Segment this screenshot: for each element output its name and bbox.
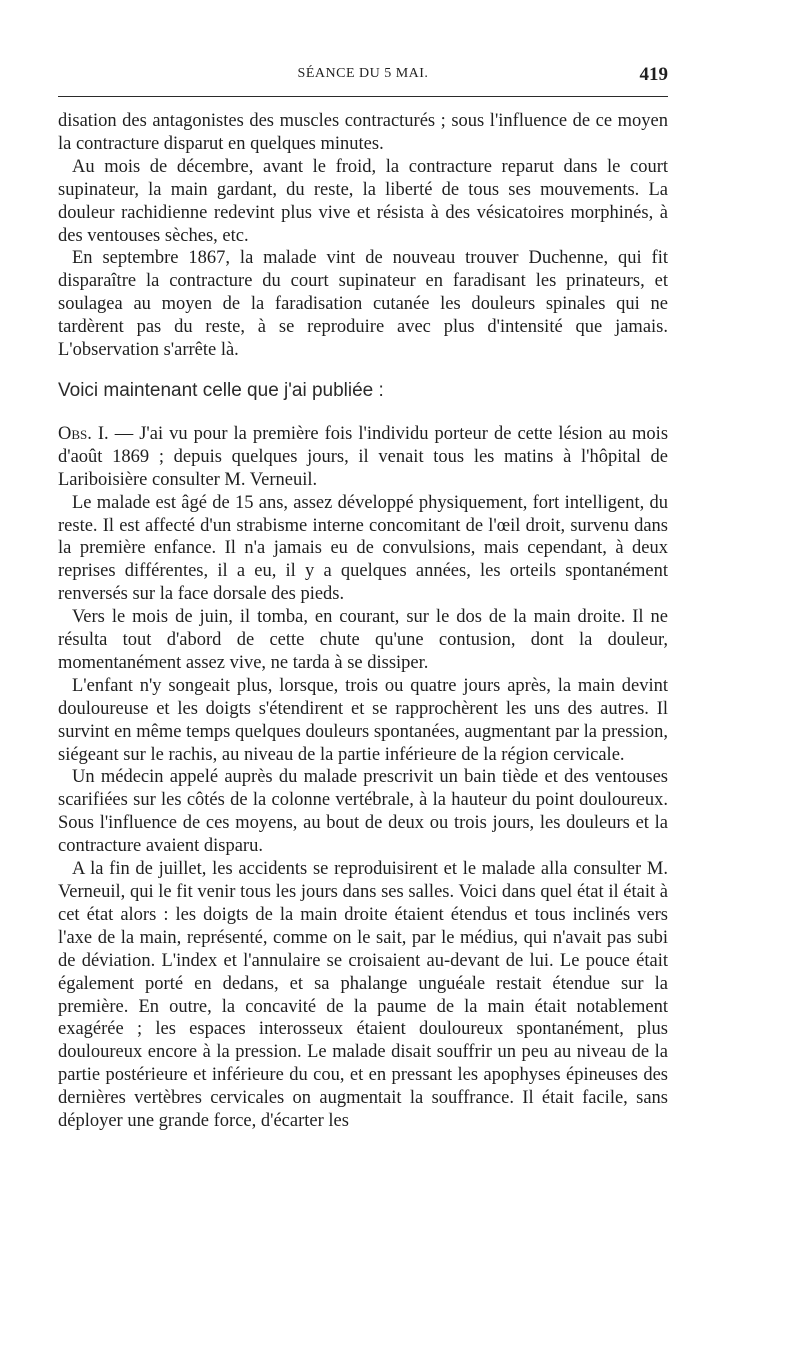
header-rule <box>58 96 668 97</box>
observation-label: Obs. I. <box>58 423 109 444</box>
page-number: 419 <box>639 64 668 85</box>
paragraph-treatment: Un médecin appelé auprès du malade prescrivit un bain tiède et des ventouses scarifiées sur les côtés de la colonne vertébrale, à la hauteur du point douloureux. Sous l'influence de ces moyens, au bout de deux ou trois jours, les douleurs et la contracture avaient disparu. <box>58 767 668 857</box>
page-body <box>58 110 668 1133</box>
running-title: SÉANCE DU 5 MAI. <box>297 66 429 81</box>
section-heading: Voici maintenant celle que j'ai publiée : <box>58 379 384 401</box>
paragraph-pain-onset: L'enfant n'y songeait plus, lorsque, trois ou quatre jours après, la main devint douloureuse et les doigts s'étendirent et se rapprochèrent les uns des autres. Il survint en même temps quelques douleurs spontanées, augmentant par la pression, siégeant sur le rachis, au niveau de la partie inférieure de la région cervicale. <box>58 675 668 765</box>
paragraph-fall: Vers le mois de juin, il tomba, en courant, sur le dos de la main droite. Il ne résulta tout d'abord de cette chute qu'une contusion, dont la douleur, momentanément assez vive, ne tarda à se dissiper. <box>58 607 668 673</box>
paragraph-september-1867: En septembre 1867, la malade vint de nouveau trouver Duchenne, qui fit disparaître la contracture du court supinateur en faradisant les prinateurs, et soulagea au moyen de la faradisation cutanée les douleurs spinales qui ne tardèrent pas du reste, à se reproduire avec plus d'intensité que jamais. L'observation s'arrête là. <box>58 248 668 361</box>
paragraph-july-relapse: A la fin de juillet, les accidents se reproduisirent et le malade alla consulter M. Verneuil, qui le fit venir tous les jours dans ses salles. Voici dans quel état il était à cet état alors : les doigts de la main droite étaient étendus et tous inclinés vers l'axe de la main, représenté, comme on le sait, par le médius, qui n'avait pas subi de déviation. L'index et l'annulaire se croisaient au-devant de lui. Le pouce était également porté en dedans, et sa phalange unguéale restait étendue sur la première. En outre, la concavité de la paume de la main était notablement exagérée ; les espaces interosseux étaient douloureux spontanément, plus douloureux encore à la pression. Le malade disait souffrir un peu au niveau de la partie postérieure et inférieure du cou, et en pressant les apophyses épineuses des dernières vertèbres cervicales on augmentait la souffrance. Il était facile, sans déployer une grande force, d'écarter les <box>58 859 668 1132</box>
paragraph-continuation: disation des antagonistes des muscles contracturés ; sous l'influence de ce moyen la contracture disparut en quelques minutes. <box>58 111 668 154</box>
paragraph-observation-1 <box>58 423 668 492</box>
paragraph-patient-description: Le malade est âgé de 15 ans, assez développé physiquement, fort intelligent, du reste. Il est affecté d'un strabisme interne concomitant de l'œil droit, survenu dans la première enfance. Il n'a jamais eu de convulsions, mais cependant, à deux reprises différentes, il a eu, il y a quelques années, les orteils spontanément renversés sur la face dorsale des pieds. <box>58 492 668 605</box>
running-head <box>58 64 668 86</box>
observation-text: — J'ai vu pour la première fois l'individu porteur de cette lésion au mois d'août 1869 ; depuis quelques jours, il venait tous les matins à l'hôpital de Lariboisière consulter M. Verneuil. <box>58 423 669 490</box>
paragraph-december: Au mois de décembre, avant le froid, la contracture reparut dans le court supinateur, la main gardant, du reste, la liberté de tous ses mouvements. La douleur rachidienne redevint plus vive et résista à des vésicatoires morphinés, à des ventouses sèches, etc. <box>58 156 668 246</box>
